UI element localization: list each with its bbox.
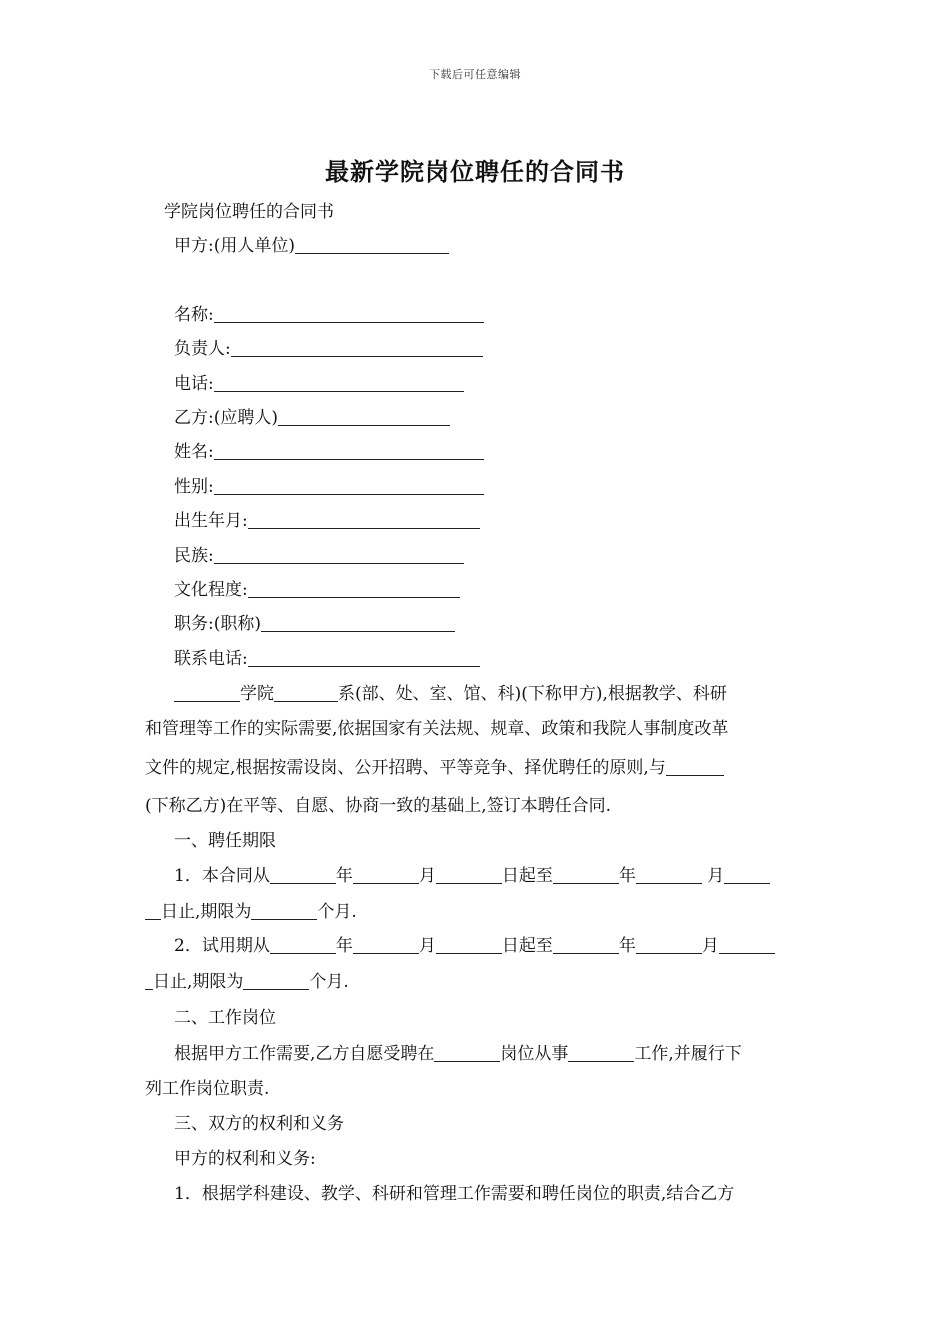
work-blank (568, 1045, 634, 1062)
party-b-row (174, 406, 450, 430)
prob-months-blank (243, 973, 309, 990)
prob-end-year-blank (553, 937, 619, 954)
birth-blank (248, 512, 480, 529)
gender-row (174, 475, 484, 499)
preamble-text-dept: 系(部、处、室、馆、科)(下称甲方),根据教学、科研 (338, 684, 727, 704)
term-item-1-cont (145, 900, 357, 924)
party-a-phone-row (174, 372, 464, 396)
section-2-line-2: 列工作岗位职责. (145, 1079, 270, 1099)
post-blank (434, 1045, 500, 1062)
party-b-name-inline-blank (666, 759, 724, 776)
section-2-line-1 (174, 1042, 742, 1066)
preamble-line-2: 和管理等工作的实际需要,依据国家有关法规、规章、政策和我院人事制度改革 (145, 719, 729, 739)
end-month-blank (636, 867, 702, 884)
person-in-charge-blank (231, 340, 483, 357)
party-a-name-row (174, 303, 484, 327)
probation-item-cont (145, 970, 349, 994)
college-blank (174, 685, 240, 702)
month-text: 月 (418, 866, 436, 886)
party-a-phone-label: 电话: (174, 374, 214, 394)
education-label: 文化程度: (174, 580, 248, 600)
education-blank (248, 581, 460, 598)
contact-phone-blank (248, 650, 480, 667)
party-b-name-blank (214, 443, 484, 460)
party-b-name-row (174, 440, 484, 464)
party-a-rights-heading: 甲方的权利和义务: (174, 1149, 316, 1169)
contact-phone-row (174, 647, 480, 671)
prob-month2-text: 月 (701, 936, 719, 956)
prob-end-day-blank-cont (145, 973, 153, 990)
party-a-phone-blank (214, 375, 464, 392)
day-to-text: 日起至 (501, 866, 553, 886)
party-a-name-label: 名称: (174, 305, 214, 325)
birth-label: 出生年月: (174, 511, 248, 531)
ethnicity-blank (214, 547, 464, 564)
prob-end-day-text: 日止,期限为 (153, 972, 244, 992)
download-note: 下载后可任意编辑 (429, 68, 521, 81)
party-a-label: 甲方:(用人单位) (174, 236, 295, 256)
party-a-row (174, 234, 449, 258)
prob-start-month-blank (353, 937, 419, 954)
prob-day-to-text: 日起至 (501, 936, 553, 956)
position-blank (261, 615, 455, 632)
prob-year2-text: 年 (618, 936, 636, 956)
birth-row (174, 509, 480, 533)
gender-label: 性别: (174, 477, 214, 497)
prob-months-text: 个月. (309, 972, 349, 992)
start-year-blank (270, 867, 336, 884)
preamble-text-college: 学院 (240, 684, 274, 704)
months-text: 个月. (317, 902, 357, 922)
department-blank (274, 685, 338, 702)
prob-end-day-blank (719, 937, 775, 954)
months-blank (251, 903, 317, 920)
position-row (174, 612, 455, 636)
end-year-blank (553, 867, 619, 884)
end-day-blank-cont (145, 903, 161, 920)
end-day-text: 日止,期限为 (161, 902, 252, 922)
ethnicity-label: 民族: (174, 546, 214, 566)
party-b-label: 乙方:(应聘人) (174, 408, 278, 428)
post-text-3: 工作,并履行下 (634, 1044, 742, 1064)
probation-prefix: 2．试用期从 (174, 936, 270, 956)
party-a-blank (295, 237, 449, 254)
preamble-text-3: 文件的规定,根据按需设岗、公开招聘、平等竞争、择优聘任的原则,与 (145, 758, 666, 778)
contact-phone-label: 联系电话: (174, 649, 248, 669)
preamble-line-1 (174, 682, 727, 706)
education-row (174, 578, 460, 602)
start-month-blank (353, 867, 419, 884)
year2-text: 年 (618, 866, 636, 886)
person-in-charge-row (174, 337, 483, 361)
party-b-name-label: 姓名: (174, 442, 214, 462)
preamble-line-4: (下称乙方)在平等、自愿、协商一致的基础上,签订本聘任合同. (145, 796, 612, 816)
ethnicity-row (174, 544, 464, 568)
page-title: 最新学院岗位聘任的合同书 (325, 157, 625, 186)
month2-text: 月 (707, 866, 725, 886)
section-3-heading: 三、双方的权利和义务 (174, 1114, 344, 1134)
preamble-line-3 (145, 756, 724, 780)
prob-start-year-blank (270, 937, 336, 954)
party-a-name-blank (214, 306, 484, 323)
party-a-rights-item-1: 1．根据学科建设、教学、科研和管理工作需要和聘任岗位的职责,结合乙方 (174, 1184, 735, 1204)
start-day-blank (436, 867, 502, 884)
gender-blank (214, 478, 484, 495)
prob-start-day-blank (436, 937, 502, 954)
probation-item (174, 934, 775, 958)
term-item-1 (174, 864, 770, 888)
section-2-heading: 二、工作岗位 (174, 1008, 276, 1028)
term-prefix: 1．本合同从 (174, 866, 270, 886)
subtitle: 学院岗位聘任的合同书 (164, 202, 334, 222)
person-in-charge-label: 负责人: (174, 339, 231, 359)
year-text: 年 (335, 866, 353, 886)
prob-year-text: 年 (335, 936, 353, 956)
position-label: 职务:(职称) (174, 614, 261, 634)
party-b-blank (278, 409, 450, 426)
end-day-blank (724, 867, 770, 884)
prob-end-month-blank (636, 937, 702, 954)
section-1-heading: 一、聘任期限 (174, 831, 276, 851)
post-text-1: 根据甲方工作需要,乙方自愿受聘在 (174, 1044, 435, 1064)
prob-month-text: 月 (418, 936, 436, 956)
post-text-2: 岗位从事 (500, 1044, 569, 1064)
